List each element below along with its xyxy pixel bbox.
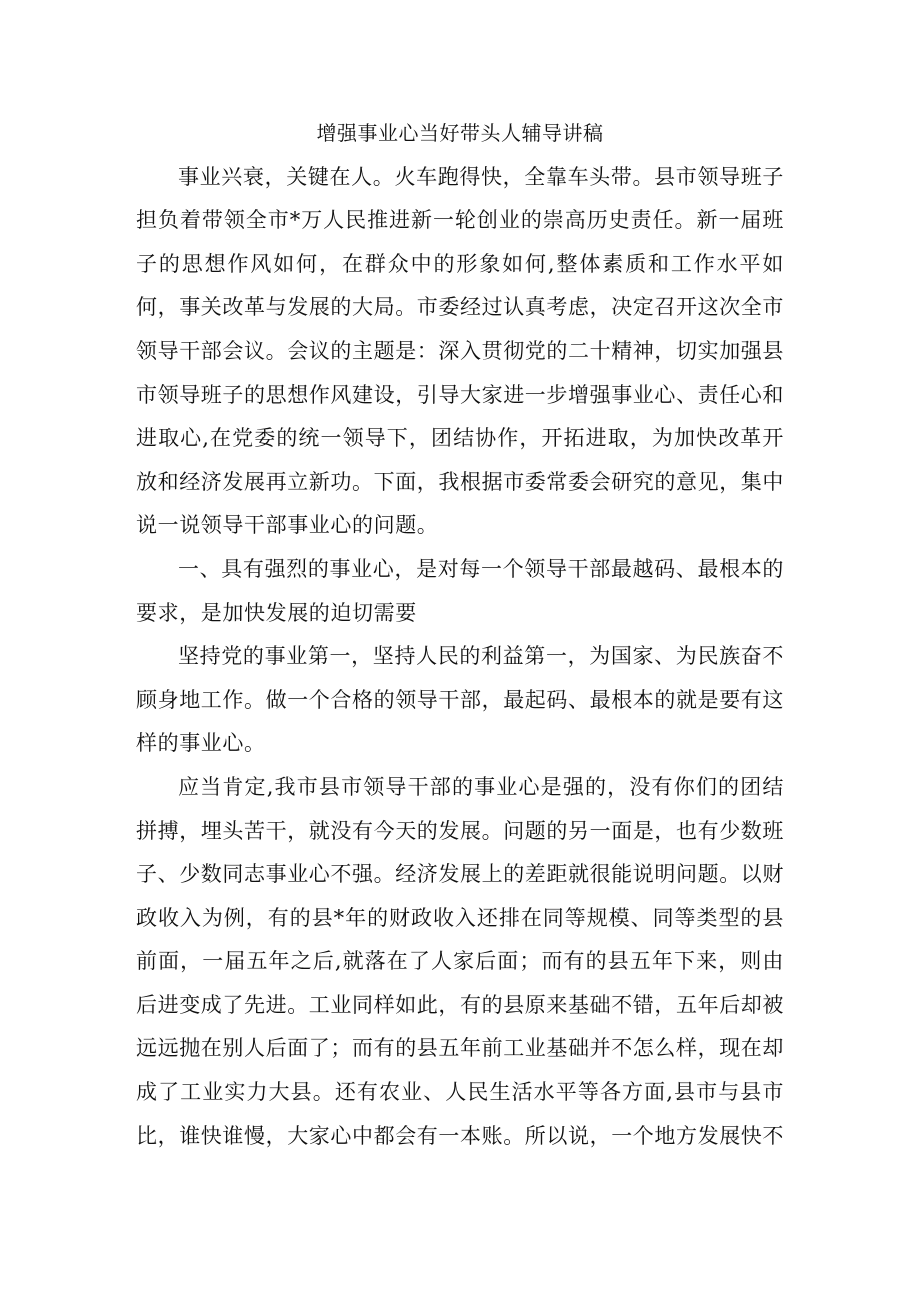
section-heading-1: 一、具有强烈的事业心，是对每一个领导干部最越码、最根本的要求，是加快发展的迫切需要 [136,556,784,625]
paragraph-intro: 事业兴衰，关键在人。火车跑得快，全靠车头带。县市领导班子担负着带领全市*万人民推进新一轮创业的崇高历史责任。新一届班子的思想作风如何，在群众中的形象如何,整体素质和工作水平如何，事关改革与发展的大局。市委经过认真考虑，决定召开这次全市领导干部会议。会议的主题是：深入贯彻党的二十精神，切实加强县市领导班子的思想作风建设，引导大家进一步增强事业心、责任心和进取心,在党委的统一领导下，团结协作，开拓进取，为加快改革开放和经济发展再立新功。下面，我根据市委常委会研究的意见，集中说一说领导干部事业心的问题。 [136,164,784,538]
document-body [136,112,784,1158]
paragraph-career-first: 坚持党的事业第一，坚持人民的利益第一，为国家、为民族奋不顾身地工作。做一个合格的领导干部，最起码、最根本的就是要有这样的事业心。 [136,644,784,756]
document-title: 增强事业心当好带头人辅导讲稿 [316,121,604,145]
paragraph-assessment: 应当肯定,我市县市领导干部的事业心是强的，没有你们的团结拼搏，埋头苦干，就没有今天的发展。问题的另一面是，也有少数班子、少数同志事业心不强。经济发展上的差距就很能说明问题。以财政收入为例，有的县*年的财政收入还排在同等规模、同等类型的县前面，一届五年之后,就落在了人家后面；而有的县五年下来，则由后进变成了先进。工业同样如此，有的县原来基础不错，五年后却被远远抛在别人后面了；而有的县五年前工业基础并不怎么样，现在却成了工业实力大县。还有农业、人民生活水平等各方面,县市与县市比，谁快谁慢，大家心中都会有一本账。所以说，一个地方发展快不 [136,774,784,1148]
